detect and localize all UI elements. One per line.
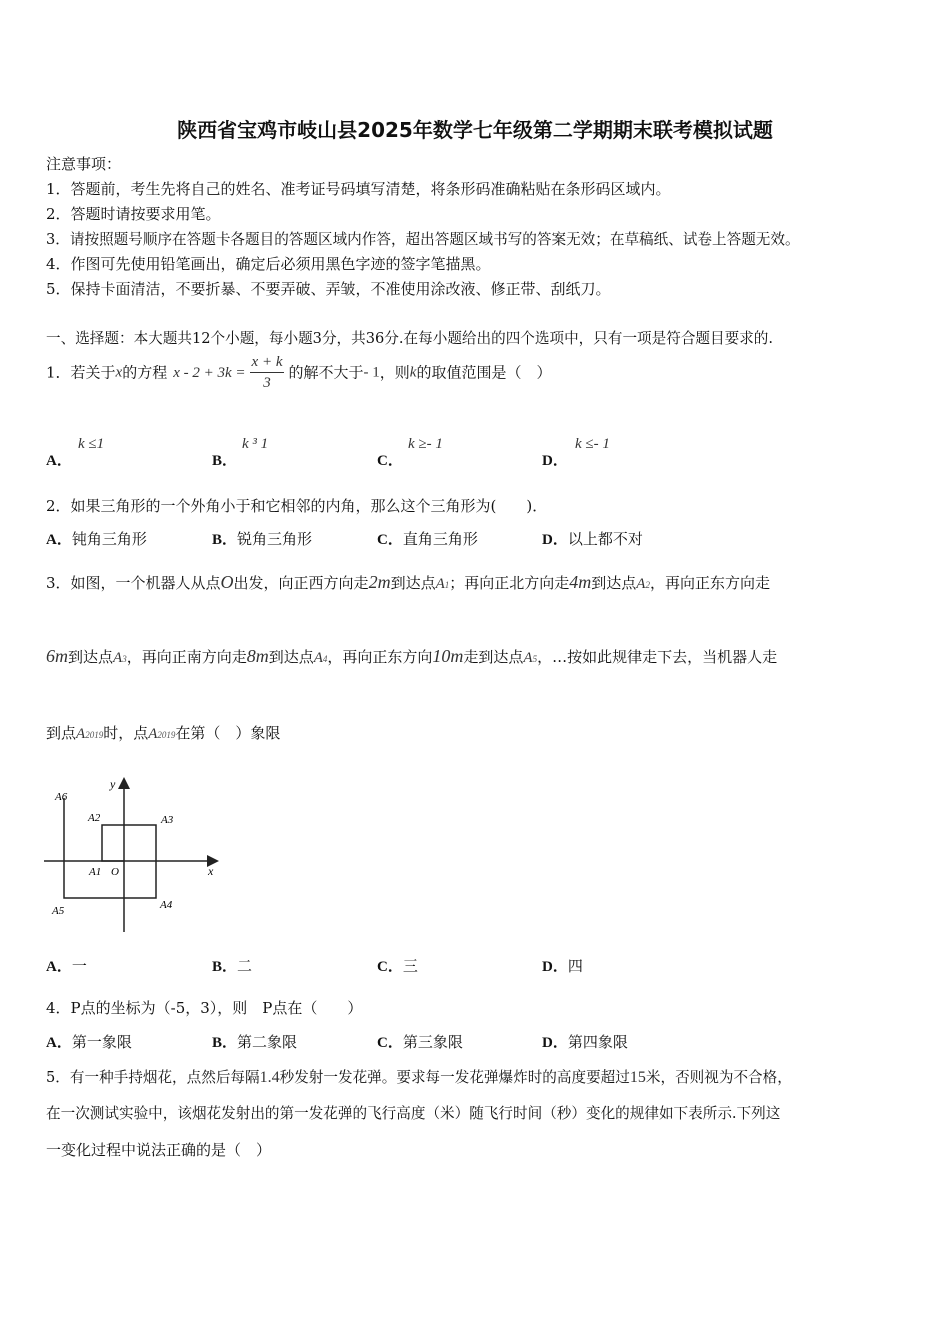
q1-neg-one: - 1 [363, 364, 380, 381]
question-5-line-3: 一变化过程中说法正确的是（ ） [46, 1141, 272, 1159]
point-a3: A3 [113, 650, 127, 666]
q1-var-k: k [409, 364, 417, 381]
q3-option-d[interactable]: D．四 [542, 957, 583, 975]
question-3-line-1: 3．如图，一个机器人从点O出发，向正西方向走2m到达点A1；再向正北方向走4m到达点A2，再向正东方向走 [46, 572, 770, 592]
q1-var-x: x [115, 364, 123, 381]
q1-option-a-math: k ≤1 [78, 436, 105, 452]
q1-option-d-math: k ≤- 1 [575, 436, 610, 452]
q1-text: 的方程 [122, 363, 168, 382]
q1-text: 的解不大于 [288, 363, 364, 382]
q4-option-b[interactable]: B．第二象限 [212, 1033, 298, 1051]
point-a2019: A2019 [148, 726, 176, 742]
q1-option-a[interactable]: A． [46, 453, 72, 469]
note-item: 2．答题时请按要求用笔。 [46, 205, 221, 223]
distance-8m: 8m [246, 646, 269, 666]
distance-6m: 6m [46, 646, 68, 666]
interval-value: 1.4 [259, 1069, 280, 1086]
robot-path [64, 798, 156, 898]
page-title: 陕西省宝鸡市岐山县2025年数学七年级第二学期期末联考模拟试题 [177, 118, 773, 142]
q1-option-d[interactable]: D． [542, 453, 568, 469]
label-a3: A3 [161, 814, 174, 826]
q3-option-c[interactable]: C．三 [377, 957, 418, 975]
q3-option-b[interactable]: B．二 [212, 957, 253, 975]
q2-option-c[interactable]: C．直角三角形 [377, 530, 478, 548]
q4-option-d[interactable]: D．第四象限 [542, 1033, 628, 1051]
label-a6: A6 [55, 791, 68, 803]
q2-option-d[interactable]: D．以上都不对 [542, 530, 643, 548]
point-a4: A4 [313, 650, 328, 666]
q1-option-b[interactable]: B． [212, 453, 238, 469]
question-4: 4．P点的坐标为（-5，3），则 P点在（ ） [46, 999, 363, 1017]
note-item: 3．请按照题号顺序在答题卡各题目的答题区域内作答，超出答题区域书写的答案无效；在草稿纸、试卷上答题无效。 [46, 231, 800, 248]
question-5-line-1: 5．有一种手持烟花，点然后每隔1.4秒发射一发花弹。要求每一发花弹爆炸时的高度要超过15米，否则视为不合格， [46, 1069, 792, 1086]
label-a4: A4 [160, 899, 173, 911]
note-item: 4．作图可先使用铅笔画出，确定后必须用黑色字迹的签字笔描黑。 [46, 255, 491, 273]
section-heading: 一、选择题：本大题共12个小题，每小题3分，共36分.在每小题给出的四个选项中，只有一项是符合题目要求的. [46, 330, 774, 347]
question-3-line-3: 到点A2019时，点A2019在第（ ）象限 [46, 724, 281, 742]
distance-10m: 10m [432, 646, 464, 666]
robot-path-figure [40, 772, 230, 937]
note-item: 1．答题前，考生先将自己的姓名、准考证号码填写清楚，将条形码准确粘贴在条形码区域内。 [46, 180, 671, 198]
q1-fraction-num: x + k [250, 352, 285, 373]
notes-heading: 注意事项： [46, 155, 122, 173]
height-value: 15 [629, 1069, 646, 1086]
q1-option-c[interactable]: C． [377, 453, 403, 469]
q1-text: 1．若关于 [46, 363, 116, 382]
label-a2: A2 [88, 812, 101, 824]
question-3-line-2: 6m到达点A3，再向正南方向走8m到达点A4，再向正东方向10m走到达点A5，…按如此规律走下去，当机器人走 [46, 646, 778, 666]
distance-4m: 4m [569, 572, 592, 592]
question-2: 2．如果三角形的一个外角小于和它相邻的内角，那么这个三角形为( )． [46, 497, 548, 515]
note-item: 5．保持卡面清洁，不要折暴、不要弄破、弄皱，不准使用涂改液、修正带、刮纸刀。 [46, 280, 611, 298]
point-o: O [220, 572, 234, 592]
question-5-line-2: 在一次测试实验中，该烟花发射出的第一发花弹的飞行高度（米）随飞行时间（秒）变化的规律如下表所示.下列这 [46, 1105, 781, 1122]
label-a5: A5 [52, 905, 65, 917]
point-a1: A1 [435, 576, 450, 592]
q1-text: 的取值范围是（ ） [416, 363, 552, 382]
point-a5: A5 [523, 650, 538, 666]
q1-fraction [250, 352, 285, 393]
distance-2m: 2m [368, 572, 391, 592]
label-a1: A1 [89, 866, 102, 878]
question-1 [46, 352, 551, 393]
q2-option-b[interactable]: B．锐角三角形 [212, 530, 313, 548]
q1-option-b-math: k ³ 1 [242, 436, 269, 452]
q4-option-a[interactable]: A．第一象限 [46, 1033, 132, 1051]
label-y: y [110, 777, 116, 791]
label-x: x [208, 864, 214, 878]
q3-option-a[interactable]: A．一 [46, 957, 87, 975]
point-a2: A2 [636, 576, 650, 592]
q1-equation-left: x - 2 + 3k = [173, 364, 246, 381]
label-o: O [111, 866, 119, 878]
q1-text: ，则 [379, 363, 410, 382]
q1-fraction-den: 3 [263, 375, 271, 391]
q4-option-c[interactable]: C．第三象限 [377, 1033, 463, 1051]
point-a2019: A2019 [76, 726, 104, 742]
q1-option-c-math: k ≥- 1 [408, 436, 443, 452]
q2-option-a[interactable]: A．钝角三角形 [46, 530, 147, 548]
